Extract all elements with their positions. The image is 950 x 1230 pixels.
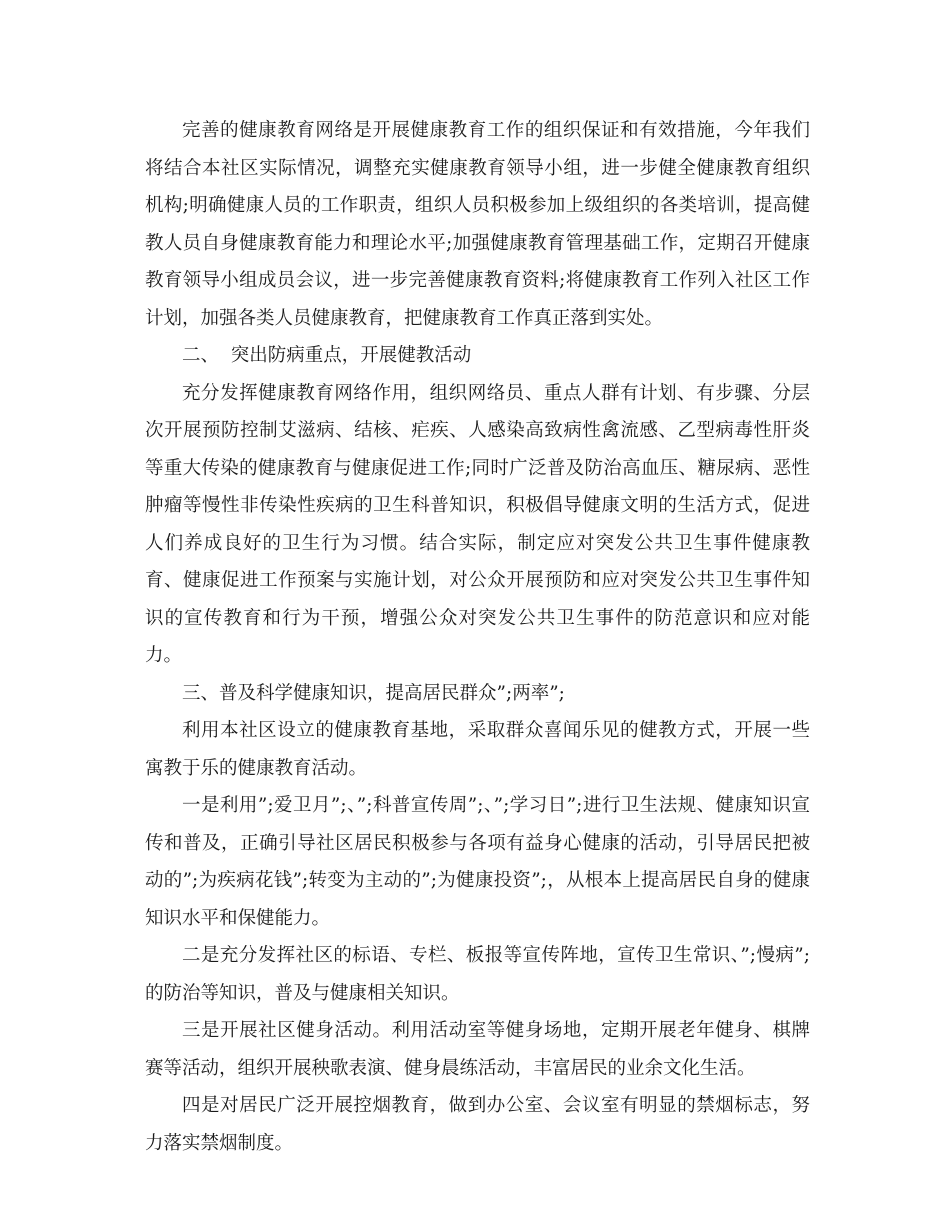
paragraph-item-3: 三是开展社区健身活动。利用活动室等健身场地，定期开展老年健身、棋牌赛等活动，组织开展秧歌表演、健身晨练活动，丰富居民的业余文化生活。 [145, 1020, 810, 1079]
paragraph-disease-prevention: 充分发挥健康教育网络作用，组织网络员、重点人群有计划、有步骤、分层次开展预防控制艾滋病、结核、疟疾、人感染高致病性禽流感、乙型病毒性肝炎等重大传染的健康教育与健康促进工作;同时广泛普及防治高血压、糖尿病、恶性肿瘤等慢性非传染性疾病的卫生科普知识，积极倡导健康文明的生活方式，促进人们养成良好的卫生行为习惯。结合实际，制定应对突发公共卫生事件健康教育、健康促进工作预案与实施计划，对公众开展预防和应对突发公共卫生事件知识的宣传教育和行为干预，增强公众对突发公共卫生事件的防范意识和应对能力。 [145, 382, 810, 666]
paragraph-network: 完善的健康教育网络是开展健康教育工作的组织保证和有效措施，今年我们将结合本社区实际情况，调整充实健康教育领导小组，进一步健全健康教育组织机构;明确健康人员的工作职责，组织人员积极参加上级组织的各类培训，提高健教人员自身健康教育能力和理论水平;加强健康教育管理基础工作，定期召开健康教育领导小组成员会议，进一步完善健康教育资料;将健康教育工作列入社区工作计划，加强各类人员健康教育，把健康教育工作真正落到实处。 [145, 120, 810, 329]
document-body [145, 112, 810, 1162]
paragraph-item-2: 二是充分发挥社区的标语、专栏、板报等宣传阵地，宣传卫生常识、”;慢病”;的防治等知识，普及与健康相关知识。 [145, 945, 810, 1004]
section-heading-2: 二、 突出防病重点，开展健教活动 [182, 345, 472, 366]
section-heading-3: 三、普及科学健康知识，提高居民群众”;两率”; [182, 682, 565, 704]
paragraph-item-4: 四是对居民广泛开展控烟教育，做到办公室、会议室有明显的禁烟标志，努力落实禁烟制度。 [145, 1095, 810, 1154]
paragraph-item-1: 一是利用”;爱卫月”;、”;科普宣传周”;、”;学习日”;进行卫生法规、健康知识宣传和普及，正确引导社区居民积极参与各项有益身心健康的活动，引导居民把被动的”;为疾病花钱”;转变为主动的”;为健康投资”;，从根本上提高居民自身的健康知识水平和保健能力。 [145, 795, 810, 929]
paragraph-education-base: 利用本社区设立的健康教育基地，采取群众喜闻乐见的健教方式，开展一些寓教于乐的健康教育活动。 [145, 720, 810, 779]
